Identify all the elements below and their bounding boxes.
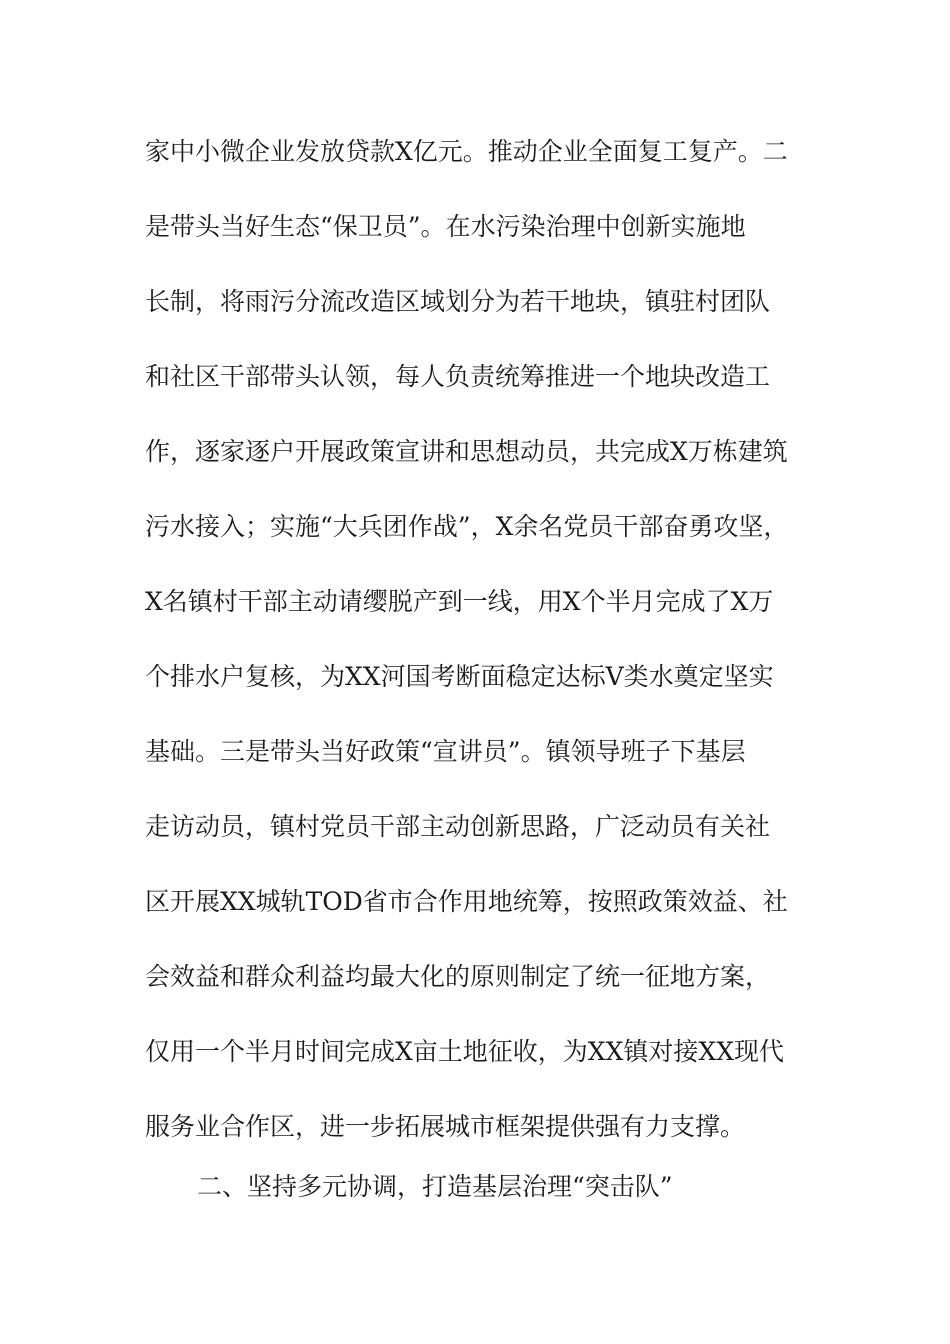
body-text-line: 作，逐家逐户开展政策宣讲和思想动员，共完成X万栋建筑 (145, 437, 788, 466)
body-text-line: 污水接入；实施“大兵团作战”，X余名党员干部奋勇攻坚， (145, 512, 789, 541)
body-text-line: 区开展XX城轨TOD省市合作用地统筹，按照政策效益、社 (145, 887, 788, 916)
body-text-line: 是带头当好生态“保卫员”。在水污染治理中创新实施地 (145, 212, 746, 241)
section-heading: 二、坚持多元协调，打造基层治理“突击队” (197, 1172, 673, 1201)
body-text-line: 基础。三是带头当好政策“宣讲员”。镇领导班子下基层 (145, 737, 746, 766)
body-text-line: 走访动员，镇村党员干部主动创新思路，广泛动员有关社 (145, 812, 771, 841)
body-text-line: 家中小微企业发放贷款X亿元。推动企业全面复工复产。二 (145, 137, 788, 166)
body-text-line: 仅用一个半月时间完成X亩土地征收，为XX镇对接XX现代 (145, 1037, 784, 1066)
body-text-line: 服务业合作区，进一步拓展城市框架提供强有力支撑。 (145, 1112, 746, 1141)
body-text-line: 长制，将雨污分流改造区域划分为若干地块，镇驻村团队 (145, 287, 771, 316)
body-text-line: 和社区干部带头认领，每人负责统筹推进一个地块改造工 (145, 362, 771, 391)
body-text-line: 个排水户复核，为XX河国考断面稳定达标V类水奠定坚实 (145, 662, 774, 691)
body-text-line: 会效益和群众利益均最大化的原则制定了统一征地方案， (145, 962, 771, 991)
body-text-line: X名镇村干部主动请缨脱产到一线，用X个半月完成了X万 (145, 587, 774, 616)
